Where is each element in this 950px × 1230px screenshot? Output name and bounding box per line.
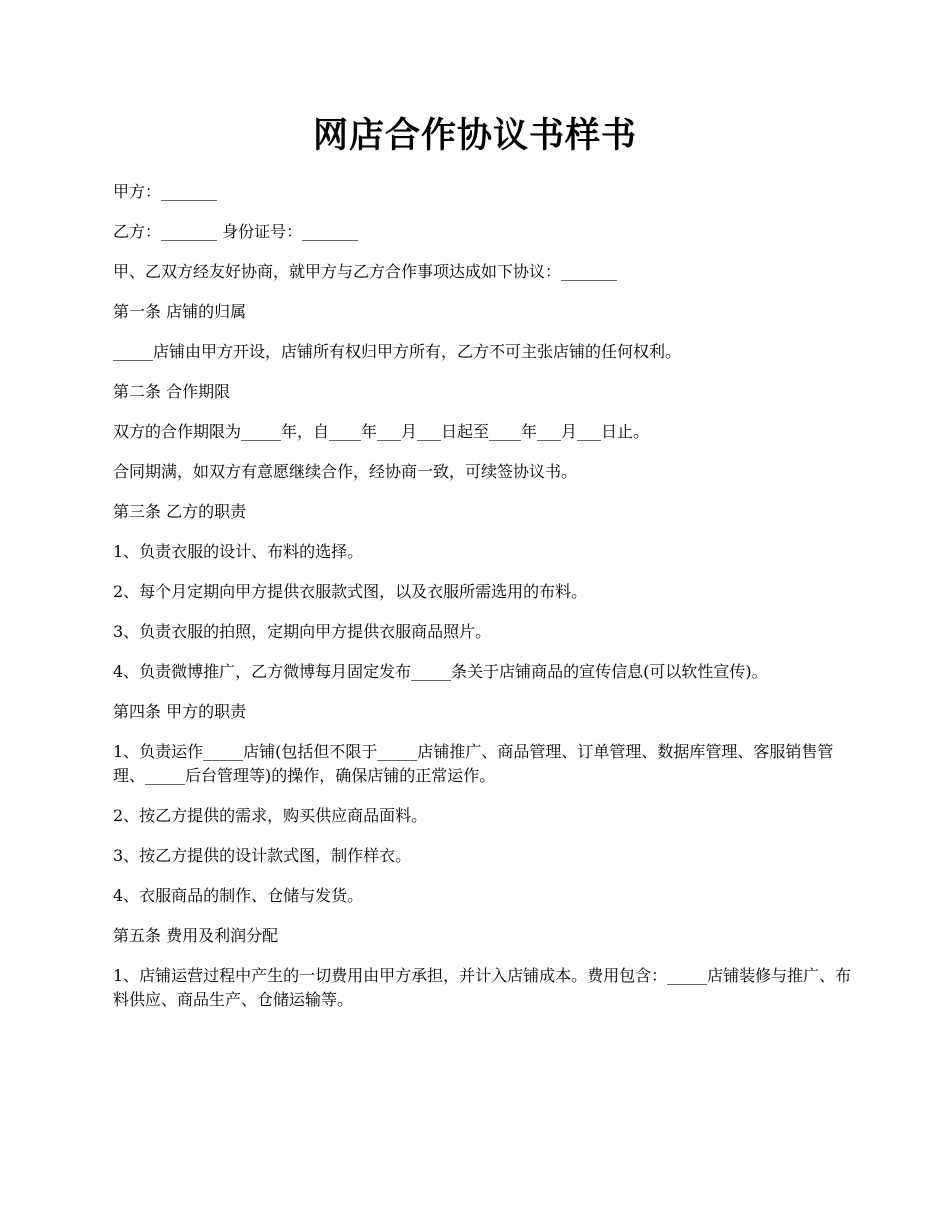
article-4-item-2: 2、按乙方提供的需求，购买供应商品面料。 <box>113 806 428 825</box>
article-3-heading: 第三条 乙方的职责 <box>113 502 247 521</box>
party-a-line: 甲方：_______ <box>113 182 218 201</box>
article-3-item-3: 3、负责衣服的拍照，定期向甲方提供衣服商品照片。 <box>113 622 492 641</box>
document-body <box>113 180 853 1028</box>
article-3-item-2: 2、每个月定期向甲方提供衣服款式图，以及衣服所需选用的布料。 <box>113 582 588 601</box>
document-title: 网店合作协议书样书 <box>312 115 637 156</box>
article-4-item-4: 4、衣服商品的制作、仓储与发货。 <box>113 886 364 905</box>
article-2-term: 双方的合作期限为_____年，自____年___月___日起至____年___月___日止。 <box>113 422 650 441</box>
article-1-text: _____店铺由甲方开设，店铺所有权归甲方所有，乙方不可主张店铺的任何权利。 <box>113 342 682 361</box>
article-1-heading: 第一条 店铺的归属 <box>113 302 247 321</box>
article-4-item-3: 3、按乙方提供的设计款式图，制作样衣。 <box>113 846 412 865</box>
article-5-item-1: 1、店铺运营过程中产生的一切费用由甲方承担，并计入店铺成本。费用包含：_____店铺装修与推广、布料供应、商品生产、仓储运输等。 <box>113 966 852 1009</box>
party-b-line: 乙方：_______ 身份证号：_______ <box>113 222 359 241</box>
agreement-intro: 甲、乙双方经友好协商，就甲方与乙方合作事项达成如下协议：_______ <box>113 262 618 281</box>
article-5-heading: 第五条 费用及利润分配 <box>113 926 279 945</box>
article-2-heading: 第二条 合作期限 <box>113 382 231 401</box>
article-3-item-4: 4、负责微博推广，乙方微博每月固定发布_____条关于店铺商品的宣传信息(可以软性宣传)。 <box>113 662 768 681</box>
article-2-renewal: 合同期满，如双方有意愿继续合作，经协商一致，可续签协议书。 <box>113 462 578 481</box>
article-4-item-1: 1、负责运作_____店铺(包括但不限于_____店铺推广、商品管理、订单管理、数据库管理、客服销售管理、_____后台管理等)的操作，确保店铺的正常运作。 <box>113 742 834 785</box>
article-3-item-1: 1、负责衣服的设计、布料的选择。 <box>113 542 364 561</box>
article-4-heading: 第四条 甲方的职责 <box>113 702 247 721</box>
